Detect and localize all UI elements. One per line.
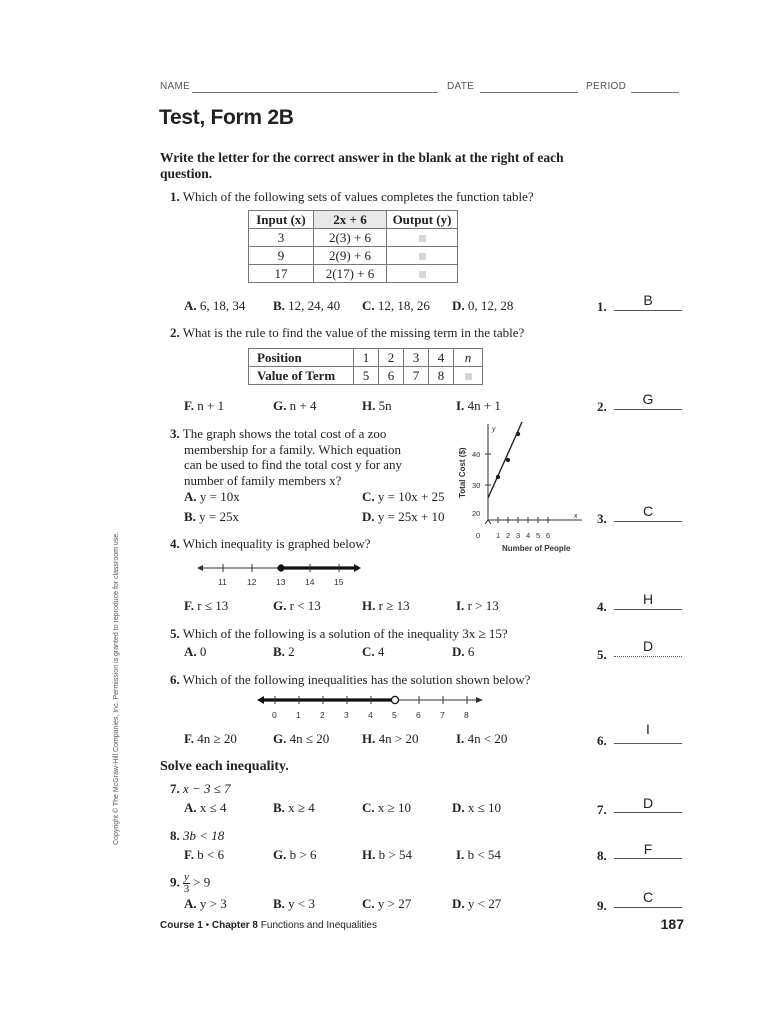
table-cell: 6 [379, 367, 404, 385]
question-2 [170, 325, 524, 341]
question-text: > 9 [193, 874, 211, 890]
cost-graph [452, 420, 592, 558]
tick-label: 8 [464, 710, 469, 720]
tick-label: 11 [218, 577, 227, 587]
tick-label: 1 [296, 710, 301, 720]
tick-label: 7 [440, 710, 445, 720]
answer-value: I [646, 721, 650, 737]
x-tick-label: 4 [526, 531, 531, 540]
answer-number: 8. [597, 848, 607, 863]
chapter-title: Functions and Inequalities [260, 920, 377, 931]
table-cell: 8 [429, 367, 454, 385]
data-point [516, 432, 520, 436]
table-header: Value of Term [249, 367, 354, 385]
answer-value: H [642, 591, 654, 607]
option-h[interactable]: H. 5n [362, 398, 392, 413]
tick-label: 13 [276, 577, 286, 587]
tick-label: 14 [305, 577, 315, 587]
x-tick-label: 5 [536, 531, 541, 540]
x-axis-name: x [574, 513, 578, 520]
question-number: 9. [170, 874, 180, 890]
y-tick-label: 20 [472, 509, 481, 518]
option-b[interactable]: B. x ≥ 4 [273, 800, 315, 815]
question-3 [170, 426, 402, 488]
table-cell: 3 [404, 349, 429, 367]
option-b[interactable]: B. 12, 24, 40 [273, 298, 341, 313]
answer-blank[interactable] [614, 409, 682, 410]
option-c[interactable]: C. 4 [362, 644, 385, 659]
y-tick-label: 30 [472, 481, 481, 490]
answer-value: B [643, 292, 653, 308]
question-4 [170, 536, 371, 552]
blank-cell [454, 367, 483, 385]
table-header: 2x + 6 [314, 211, 387, 229]
number-line-q4 [195, 558, 365, 588]
table-cell: 7 [404, 367, 429, 385]
date-label: DATE [447, 81, 475, 92]
question-text: number of family members x? [184, 472, 342, 488]
option-h[interactable]: H. b > 54 [362, 847, 412, 862]
option-a[interactable]: A. x ≤ 4 [184, 800, 227, 815]
name-label: NAME [160, 81, 191, 92]
sequence-table [248, 348, 483, 385]
table-cell: 5 [354, 367, 379, 385]
question-5 [170, 626, 508, 642]
question-text: membership for a family. Which equation [184, 441, 401, 457]
page-number: 187 [660, 916, 684, 932]
option-d[interactable]: D. 0, 12, 28 [452, 298, 514, 313]
number-line-q6 [255, 690, 485, 722]
x-tick-label: 2 [506, 531, 511, 540]
option-f[interactable]: F. n + 1 [184, 398, 225, 413]
open-dot [391, 696, 398, 703]
question-number: 7. [170, 781, 180, 796]
table-cell: 9 [249, 247, 314, 265]
answer-value: C [642, 503, 654, 519]
y-tick-label: 40 [472, 450, 481, 459]
question-number: 2. [170, 325, 180, 340]
footer-course [160, 920, 377, 931]
question-number: 8. [170, 828, 180, 843]
chapter-label: Chapter 8 [211, 920, 258, 931]
tick-label: 15 [334, 577, 344, 587]
option-i[interactable]: I. 4n + 1 [456, 398, 501, 413]
option-a[interactable]: A. y = 10x [184, 489, 240, 504]
option-i[interactable]: I. r > 13 [456, 598, 499, 613]
answer-number: 7. [597, 802, 607, 817]
answer-number: 5. [597, 647, 607, 662]
question-text: Which of the following sets of values completes the function table? [182, 189, 534, 204]
table-row [249, 265, 458, 283]
question-text: x − 3 ≤ 7 [183, 781, 231, 796]
answer-number: 4. [597, 599, 607, 614]
tick-label: 2 [320, 710, 325, 720]
closed-dot [277, 564, 284, 571]
tick-label: 12 [247, 577, 257, 587]
option-d[interactable]: D. y < 27 [452, 896, 502, 911]
tick-label: 3 [344, 710, 349, 720]
table-cell: 3 [249, 229, 314, 247]
bullet: • [205, 920, 210, 931]
option-g[interactable]: G. b > 6 [273, 847, 317, 862]
option-g[interactable]: G. n + 4 [273, 398, 317, 413]
option-f[interactable]: F. b < 6 [184, 847, 225, 862]
question-number: 1. [170, 189, 180, 204]
x-axis-label: Number of People [502, 544, 571, 553]
blank-cell [387, 229, 458, 247]
tick-label: 6 [416, 710, 421, 720]
question-9 [170, 872, 210, 895]
option-d[interactable]: D. y = 25x + 10 [362, 509, 445, 524]
answer-blank[interactable] [614, 609, 682, 610]
x-tick-label: 3 [516, 531, 521, 540]
question-8 [170, 828, 224, 844]
copyright-sidebar: Copyright © The McGraw-Hill Companies, Inc. Permission is granted to reproduce for classroom use. [113, 531, 120, 845]
origin-label: 0 [476, 531, 481, 540]
option-i[interactable]: I. 4n < 20 [456, 731, 508, 746]
answer-blank[interactable] [614, 656, 682, 657]
option-d[interactable]: D. x ≤ 10 [452, 800, 502, 815]
table-cell: 2(9) + 6 [314, 247, 387, 265]
answer-blank[interactable] [614, 907, 682, 908]
question-number: 3. [170, 426, 180, 441]
question-text: Which of the following inequalities has the solution shown below? [182, 672, 531, 687]
answer-blank[interactable] [614, 858, 682, 859]
option-i[interactable]: I. b < 54 [456, 847, 501, 862]
answer-blank[interactable] [614, 743, 682, 744]
table-cell: 4 [429, 349, 454, 367]
table-row [249, 247, 458, 265]
option-h[interactable]: H. r ≥ 13 [362, 598, 410, 613]
table-header: Input (x) [249, 211, 314, 229]
table-cell: 2 [379, 349, 404, 367]
answer-number: 3. [597, 511, 607, 526]
function-table [248, 210, 458, 283]
name-field[interactable] [192, 92, 438, 93]
option-c[interactable]: C. y = 10x + 25 [362, 489, 445, 504]
answer-number: 1. [597, 299, 607, 314]
answer-blank[interactable] [614, 310, 682, 311]
question-text: 3b < 18 [183, 828, 225, 843]
table-cell: n [454, 349, 483, 367]
option-g[interactable]: G. 4n ≤ 20 [273, 731, 330, 746]
answer-value: D [642, 795, 654, 811]
period-label: PERIOD [586, 81, 627, 92]
page-title: Test, Form 2B [159, 106, 294, 129]
question-text: The graph shows the total cost of a zoo [182, 426, 387, 441]
answer-value: C [642, 889, 654, 905]
answer-value: G [642, 391, 654, 407]
table-row [249, 229, 458, 247]
option-d[interactable]: D. 6 [452, 644, 475, 659]
date-field[interactable] [480, 92, 578, 93]
answer-number: 6. [597, 733, 607, 748]
table-cell: 17 [249, 265, 314, 283]
answer-value: D [642, 638, 654, 654]
x-tick-label: 6 [546, 531, 551, 540]
question-number: 6. [170, 672, 180, 687]
instructions: Write the letter for the correct answer in the blank at the right of each question. [160, 150, 564, 181]
answer-number: 2. [597, 399, 607, 414]
tick-label: 0 [272, 710, 277, 720]
fraction: $\frac{y}{3}$ [183, 871, 190, 895]
data-point [506, 458, 510, 462]
option-a[interactable]: A. y > 3 [184, 896, 227, 911]
answer-number: 9. [597, 898, 607, 913]
table-cell: 2(17) + 6 [314, 265, 387, 283]
option-b[interactable]: B. y = 25x [184, 509, 240, 524]
question-text: Which inequality is graphed below? [182, 536, 371, 551]
question-6 [170, 672, 530, 688]
table-header: Position [249, 349, 354, 367]
blank-cell [387, 247, 458, 265]
question-7 [170, 781, 231, 797]
tick-label: 5 [392, 710, 397, 720]
course-label: Course 1 [160, 920, 203, 931]
option-g[interactable]: G. r < 13 [273, 598, 321, 613]
question-number: 5. [170, 626, 180, 641]
section-heading: Solve each inequality. [160, 759, 289, 774]
period-field[interactable] [631, 92, 679, 93]
x-tick-label: 1 [496, 531, 501, 540]
question-text: can be used to find the total cost y for any [184, 457, 403, 472]
option-h[interactable]: H. 4n > 20 [362, 731, 419, 746]
option-b[interactable]: B. 2 [273, 644, 295, 659]
question-text: Which of the following is a solution of the inequality 3x ≥ 15? [182, 626, 508, 641]
option-c[interactable]: C. 12, 18, 26 [362, 298, 430, 313]
option-c[interactable]: C. x ≥ 10 [362, 800, 412, 815]
option-c[interactable]: C. y > 27 [362, 896, 412, 911]
option-b[interactable]: B. y < 3 [273, 896, 316, 911]
option-f[interactable]: F. 4n ≥ 20 [184, 731, 237, 746]
table-header: Output (y) [387, 211, 458, 229]
option-a[interactable]: A. 0 [184, 644, 207, 659]
question-text: What is the rule to find the value of the missing term in the table? [182, 325, 525, 340]
answer-blank[interactable] [614, 521, 682, 522]
answer-blank[interactable] [614, 812, 682, 813]
table-cell: 2(3) + 6 [314, 229, 387, 247]
question-number: 4. [170, 536, 180, 551]
answer-value: F [643, 841, 653, 857]
question-1 [170, 189, 534, 205]
data-point [496, 475, 500, 479]
option-f[interactable]: F. r ≤ 13 [184, 598, 229, 613]
blank-cell [387, 265, 458, 283]
option-a[interactable]: A. 6, 18, 34 [184, 298, 246, 313]
table-cell: 1 [354, 349, 379, 367]
y-axis-name: y [492, 426, 496, 433]
tick-label: 4 [368, 710, 373, 720]
y-axis-label: Total Cost ($) [458, 447, 467, 498]
